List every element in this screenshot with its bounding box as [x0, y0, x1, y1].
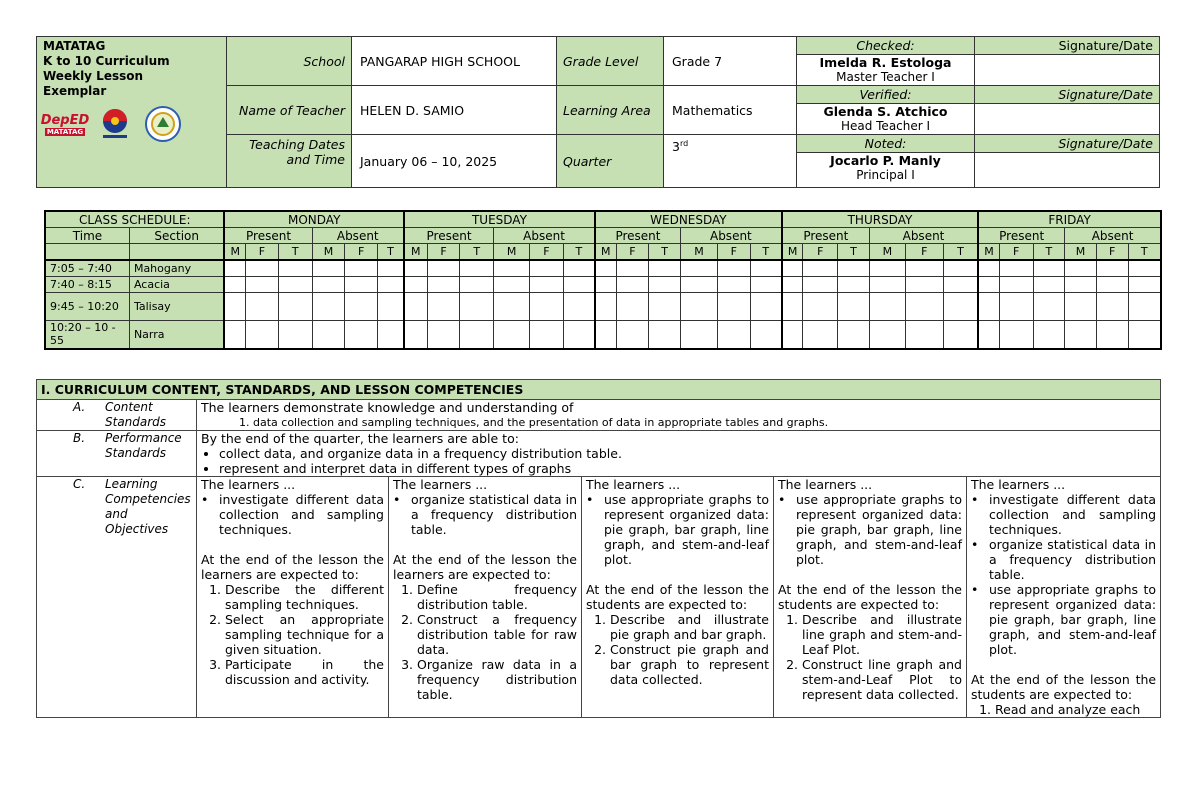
attendance-cell[interactable] — [246, 260, 279, 277]
noted-label: Noted: — [797, 135, 974, 153]
signature-date-label: Signature/Date — [975, 37, 1159, 55]
attendance-cell[interactable] — [978, 293, 999, 321]
attendance-cell[interactable] — [224, 277, 245, 293]
attendance-cell[interactable] — [345, 260, 378, 277]
attendance-subheader: F — [999, 244, 1033, 261]
attendance-cell[interactable] — [869, 293, 905, 321]
attendance-cell[interactable] — [278, 260, 312, 277]
objective-bullet: • use appropriate graphs to represent organized data: pie graph, bar graph, line graph, and stem-and-leaf plot. — [971, 582, 1157, 657]
absent-header: Absent — [680, 228, 781, 244]
performance-item: • represent and interpret data in different types of graphs — [219, 461, 1156, 476]
verified-label: Verified: — [797, 86, 974, 104]
attendance-subheader: T — [460, 244, 494, 261]
attendance-subheader: T — [1128, 244, 1161, 261]
performance-intro: By the end of the quarter, the learners are able to: — [201, 431, 519, 446]
day-intro: The learners ... — [778, 477, 873, 492]
present-header: Present — [595, 228, 680, 244]
class-schedule-table — [44, 210, 1162, 350]
blank-cell — [45, 244, 129, 261]
quarter-label: Quarter — [557, 135, 664, 188]
content-item: 1. data collection and sampling techniques, and the presentation of data in appropriate tables and graphs. — [253, 415, 1156, 430]
attendance-cell[interactable] — [427, 260, 460, 277]
attendance-cell[interactable] — [978, 321, 999, 349]
objective-item: 2. Select an appropriate sampling technique for a given situation. — [225, 612, 384, 657]
attendance-subheader: M — [869, 244, 905, 261]
objective-bullet: • investigate different data collection and sampling techniques. — [971, 492, 1157, 537]
objective-bullet: • use appropriate graphs to represent organized data: pie graph, bar graph, line graph, and stem-and-leaf plot. — [586, 492, 769, 567]
attendance-cell[interactable] — [782, 277, 803, 293]
performance-item: • collect data, and organize data in a frequency distribution table. — [219, 446, 1156, 461]
org-line: Exemplar — [43, 84, 107, 98]
attendance-cell[interactable] — [1033, 321, 1065, 349]
attendance-cell[interactable] — [427, 321, 460, 349]
attendance-cell[interactable] — [782, 321, 803, 349]
present-header: Present — [782, 228, 870, 244]
checked-label: Checked: — [797, 37, 974, 55]
objective-bullet: • organize statistical data in a frequency distribution table. — [971, 537, 1157, 582]
attendance-cell[interactable] — [978, 277, 999, 293]
day-intro: The learners ... — [393, 477, 488, 492]
attendance-cell[interactable] — [224, 321, 245, 349]
attendance-cell[interactable] — [378, 321, 404, 349]
day-intro: The learners ... — [971, 477, 1066, 492]
attendance-cell[interactable] — [278, 293, 312, 321]
day-competency — [774, 477, 967, 718]
attendance-cell[interactable] — [404, 260, 427, 277]
absent-header: Absent — [869, 228, 978, 244]
attendance-cell[interactable] — [869, 277, 905, 293]
attendance-cell[interactable] — [494, 321, 530, 349]
row-section: Talisay — [129, 293, 224, 321]
verified-name: Glenda S. Atchico — [823, 104, 948, 119]
attendance-subheader: F — [616, 244, 649, 261]
attendance-subheader: M — [680, 244, 717, 261]
attendance-subheader: F — [345, 244, 378, 261]
attendance-cell[interactable] — [278, 277, 312, 293]
attendance-cell[interactable] — [246, 293, 279, 321]
attendance-cell[interactable] — [312, 293, 345, 321]
attendance-cell[interactable] — [649, 277, 681, 293]
section-header: Section — [129, 228, 224, 244]
attendance-cell[interactable] — [616, 260, 649, 277]
attendance-cell[interactable] — [905, 277, 943, 293]
attendance-cell[interactable] — [838, 293, 870, 321]
attendance-cell[interactable] — [404, 321, 427, 349]
attendance-subheader: F — [427, 244, 460, 261]
row-section: Narra — [129, 321, 224, 349]
attendance-cell[interactable] — [460, 277, 494, 293]
attendance-cell[interactable] — [530, 293, 564, 321]
attendance-cell[interactable] — [803, 293, 838, 321]
attendance-cell[interactable] — [404, 277, 427, 293]
content-list — [201, 415, 1156, 430]
attendance-cell[interactable] — [530, 277, 564, 293]
attendance-cell[interactable] — [595, 260, 616, 277]
attendance-cell[interactable] — [595, 321, 616, 349]
attendance-cell[interactable] — [978, 260, 999, 277]
day-header: THURSDAY — [782, 211, 978, 228]
day-header: FRIDAY — [978, 211, 1161, 228]
attendance-cell[interactable] — [595, 277, 616, 293]
attendance-subheader: M — [404, 244, 427, 261]
attendance-cell[interactable] — [224, 260, 245, 277]
attendance-cell[interactable] — [530, 321, 564, 349]
area-label: Learning Area — [557, 86, 664, 135]
attendance-cell[interactable] — [530, 260, 564, 277]
attendance-subheader: T — [943, 244, 978, 261]
attendance-cell[interactable] — [224, 293, 245, 321]
day-competency — [967, 477, 1161, 718]
attendance-subheader: T — [649, 244, 681, 261]
attendance-cell[interactable] — [782, 260, 803, 277]
content-intro: The learners demonstrate knowledge and understanding of — [201, 400, 574, 415]
attendance-cell[interactable] — [869, 321, 905, 349]
attendance-cell[interactable] — [563, 260, 595, 277]
day-end-text: At the end of the lesson the students are expected to: — [778, 582, 962, 612]
attendance-cell[interactable] — [649, 293, 681, 321]
attendance-cell[interactable] — [905, 293, 943, 321]
attendance-subheader: T — [378, 244, 404, 261]
attendance-subheader: M — [312, 244, 345, 261]
attendance-cell[interactable] — [404, 293, 427, 321]
attendance-cell[interactable] — [494, 293, 530, 321]
objective-bullet: • use appropriate graphs to represent organized data: pie graph, bar graph, line graph, and stem-and-leaf plot. — [778, 492, 962, 567]
day-end-text: At the end of the lesson the students are expected to: — [971, 672, 1157, 702]
objective-list — [778, 612, 962, 702]
attendance-cell[interactable] — [1096, 260, 1128, 277]
attendance-cell[interactable] — [1065, 277, 1097, 293]
attendance-cell[interactable] — [803, 260, 838, 277]
attendance-cell[interactable] — [278, 321, 312, 349]
attendance-cell[interactable] — [999, 277, 1033, 293]
absent-header: Absent — [494, 228, 595, 244]
section-title: I. CURRICULUM CONTENT, STANDARDS, AND LESSON COMPETENCIES — [37, 380, 1161, 400]
school-value: PANGARAP HIGH SCHOOL — [352, 37, 557, 86]
schedule-title: CLASS SCHEDULE: — [45, 211, 224, 228]
absent-header: Absent — [1065, 228, 1161, 244]
attendance-subheader: M — [1065, 244, 1097, 261]
attendance-cell[interactable] — [460, 260, 494, 277]
objective-item: 1. Read and analyze each — [995, 702, 1156, 717]
attendance-cell[interactable] — [312, 321, 345, 349]
attendance-cell[interactable] — [905, 321, 943, 349]
day-header: MONDAY — [224, 211, 403, 228]
attendance-cell[interactable] — [838, 277, 870, 293]
attendance-subheader: F — [1096, 244, 1128, 261]
checked-title: Master Teacher I — [836, 70, 935, 84]
day-end-text: At the end of the lesson the students are expected to: — [586, 582, 769, 612]
dates-value: January 06 – 10, 2025 — [352, 135, 557, 188]
checked-signature — [975, 37, 1160, 86]
attendance-cell[interactable] — [563, 321, 595, 349]
attendance-subheader: T — [838, 244, 870, 261]
grade-label: Grade Level — [557, 37, 664, 86]
schedule-row — [45, 293, 1161, 321]
day-intro: The learners ... — [586, 477, 681, 492]
attendance-subheader: F — [530, 244, 564, 261]
org-line: Weekly Lesson — [43, 69, 144, 83]
attendance-subheader: M — [494, 244, 530, 261]
dates-label: Teaching Dates and Time — [227, 135, 352, 188]
day-end-text: At the end of the lesson the learners are expected to: — [201, 552, 384, 582]
attendance-cell[interactable] — [616, 277, 649, 293]
attendance-cell[interactable] — [999, 293, 1033, 321]
present-header: Present — [404, 228, 494, 244]
signature-date-label: Signature/Date — [975, 135, 1159, 153]
attendance-cell[interactable] — [427, 277, 460, 293]
attendance-cell[interactable] — [1096, 321, 1128, 349]
objective-item: 2. Construct pie graph and bar graph to represent data collected. — [610, 642, 769, 687]
attendance-cell[interactable] — [1065, 321, 1097, 349]
attendance-cell[interactable] — [1128, 321, 1161, 349]
attendance-cell[interactable] — [717, 293, 750, 321]
performance-list — [201, 446, 1156, 476]
verified-title: Head Teacher I — [840, 119, 931, 133]
attendance-subheader: F — [803, 244, 838, 261]
day-header: WEDNESDAY — [595, 211, 782, 228]
present-header: Present — [978, 228, 1065, 244]
row-time: 10:20 – 10 - 55 — [45, 321, 129, 349]
attendance-cell[interactable] — [378, 277, 404, 293]
attendance-subheader: T — [1033, 244, 1065, 261]
attendance-cell[interactable] — [717, 260, 750, 277]
checked-name: Imelda R. Estologa — [819, 55, 952, 70]
attendance-cell[interactable] — [345, 277, 378, 293]
objective-item: 2. Construct a frequency distribution table for raw data. — [417, 612, 577, 657]
teacher-value: HELEN D. SAMIO — [352, 86, 557, 135]
objective-item: 3. Organize raw data in a frequency distribution table. — [417, 657, 577, 702]
absent-header: Absent — [312, 228, 404, 244]
row-time: 7:05 – 7:40 — [45, 260, 129, 277]
curriculum-table — [36, 379, 1161, 718]
content-standards-label: A. Content Standards — [37, 400, 197, 431]
attendance-cell[interactable] — [905, 260, 943, 277]
day-intro: The learners ... — [201, 477, 296, 492]
attendance-cell[interactable] — [345, 293, 378, 321]
attendance-cell[interactable] — [1033, 293, 1065, 321]
attendance-cell[interactable] — [312, 277, 345, 293]
attendance-cell[interactable] — [378, 293, 404, 321]
attendance-cell[interactable] — [869, 260, 905, 277]
school-label: School — [227, 37, 352, 86]
objective-item: 1. Define frequency distribution table. — [417, 582, 577, 612]
attendance-cell[interactable] — [717, 277, 750, 293]
objective-item: 2. Construct line graph and stem-and-Leaf Plot to represent data collected. — [802, 657, 962, 702]
attendance-cell[interactable] — [838, 321, 870, 349]
objective-bullet: • investigate different data collection and sampling techniques. — [201, 492, 384, 537]
attendance-cell[interactable] — [680, 277, 717, 293]
attendance-cell[interactable] — [649, 260, 681, 277]
attendance-cell[interactable] — [1065, 260, 1097, 277]
checked-block — [797, 37, 975, 86]
org-cell — [37, 37, 227, 188]
attendance-subheader: M — [978, 244, 999, 261]
attendance-cell[interactable] — [427, 293, 460, 321]
day-header: TUESDAY — [404, 211, 595, 228]
objective-item: 1. Describe the different sampling techniques. — [225, 582, 384, 612]
objective-list — [586, 612, 769, 687]
attendance-cell[interactable] — [563, 293, 595, 321]
schedule-row — [45, 277, 1161, 293]
objective-list — [393, 582, 577, 702]
attendance-cell[interactable] — [1065, 293, 1097, 321]
attendance-subheader: T — [563, 244, 595, 261]
attendance-cell[interactable] — [345, 321, 378, 349]
attendance-cell[interactable] — [1033, 277, 1065, 293]
attendance-subheader: M — [595, 244, 616, 261]
schedule-row — [45, 321, 1161, 349]
attendance-cell[interactable] — [943, 293, 978, 321]
attendance-subheader: M — [782, 244, 803, 261]
attendance-cell[interactable] — [616, 321, 649, 349]
attendance-cell[interactable] — [595, 293, 616, 321]
attendance-cell[interactable] — [1033, 260, 1065, 277]
attendance-cell[interactable] — [563, 277, 595, 293]
attendance-cell[interactable] — [717, 321, 750, 349]
attendance-cell[interactable] — [1128, 260, 1161, 277]
content-standards-body — [197, 400, 1161, 431]
row-time: 9:45 – 10:20 — [45, 293, 129, 321]
noted-signature — [975, 135, 1160, 188]
grade-value: Grade 7 — [664, 37, 797, 86]
schedule-row — [45, 260, 1161, 277]
attendance-subheader: F — [246, 244, 279, 261]
signature-date-label: Signature/Date — [975, 86, 1159, 104]
verified-block — [797, 86, 975, 135]
day-end-text: At the end of the lesson the learners are expected to: — [393, 552, 577, 582]
attendance-cell[interactable] — [943, 277, 978, 293]
teacher-label: Name of Teacher — [227, 86, 352, 135]
present-header: Present — [224, 228, 312, 244]
objective-list — [201, 582, 384, 687]
day-competency — [582, 477, 774, 718]
objective-item: 1. Describe and illustrate line graph and stem-and-Leaf Plot. — [802, 612, 962, 657]
attendance-cell[interactable] — [649, 321, 681, 349]
attendance-cell[interactable] — [750, 277, 782, 293]
attendance-cell[interactable] — [1128, 293, 1161, 321]
attendance-cell[interactable] — [1128, 277, 1161, 293]
attendance-cell[interactable] — [782, 293, 803, 321]
competencies-label: C. Learning Competencies and Objectives — [37, 477, 197, 718]
attendance-cell[interactable] — [750, 293, 782, 321]
area-value: Mathematics — [664, 86, 797, 135]
attendance-cell[interactable] — [943, 321, 978, 349]
attendance-cell[interactable] — [803, 321, 838, 349]
objective-bullet: • organize statistical data in a frequency distribution table. — [393, 492, 577, 537]
blank-cell — [129, 244, 224, 261]
mft-row — [45, 244, 1161, 261]
deped-matatag-logo: DepED MATATAG — [40, 112, 90, 136]
row-section: Mahogany — [129, 260, 224, 277]
attendance-subheader: T — [278, 244, 312, 261]
quarter-value: 3rd — [664, 135, 797, 188]
noted-block — [797, 135, 975, 188]
attendance-cell[interactable] — [494, 277, 530, 293]
row-section: Acacia — [129, 277, 224, 293]
logo-row — [40, 105, 220, 143]
attendance-cell[interactable] — [494, 260, 530, 277]
objective-item: 3. Participate in the discussion and activity. — [225, 657, 384, 687]
attendance-cell[interactable] — [838, 260, 870, 277]
attendance-cell[interactable] — [1096, 293, 1128, 321]
verified-signature — [975, 86, 1160, 135]
attendance-cell[interactable] — [680, 293, 717, 321]
objective-item: 1. Describe and illustrate pie graph and bar graph. — [610, 612, 769, 642]
attendance-subheader: F — [905, 244, 943, 261]
objective-list — [971, 702, 1156, 717]
attendance-cell[interactable] — [312, 260, 345, 277]
attendance-cell[interactable] — [460, 321, 494, 349]
attendance-subheader: M — [224, 244, 245, 261]
attendance-cell[interactable] — [616, 293, 649, 321]
attendance-subheader: T — [750, 244, 782, 261]
time-header: Time — [45, 228, 129, 244]
attendance-cell[interactable] — [803, 277, 838, 293]
attendance-cell[interactable] — [680, 321, 717, 349]
org-line: K to 10 Curriculum — [43, 54, 170, 68]
day-competency — [389, 477, 582, 718]
attendance-cell[interactable] — [943, 260, 978, 277]
header-table — [36, 36, 1160, 188]
attendance-cell[interactable] — [750, 321, 782, 349]
row-time: 7:40 – 8:15 — [45, 277, 129, 293]
noted-name: Jocarlo P. Manly — [830, 153, 941, 168]
attendance-cell[interactable] — [750, 260, 782, 277]
attendance-cell[interactable] — [1096, 277, 1128, 293]
attendance-cell[interactable] — [999, 260, 1033, 277]
noted-title: Principal I — [856, 168, 915, 182]
attendance-cell[interactable] — [246, 321, 279, 349]
attendance-cell[interactable] — [999, 321, 1033, 349]
performance-standards-body — [197, 431, 1161, 477]
attendance-subheader: F — [717, 244, 750, 261]
attendance-cell[interactable] — [246, 277, 279, 293]
attendance-cell[interactable] — [378, 260, 404, 277]
org-line: MATATAG — [43, 39, 106, 53]
attendance-cell[interactable] — [460, 293, 494, 321]
school-seal-logo — [143, 105, 183, 143]
performance-standards-label: B. Performance Standards — [37, 431, 197, 477]
attendance-cell[interactable] — [680, 260, 717, 277]
bagong-pilipinas-logo — [95, 107, 135, 141]
day-competency — [197, 477, 389, 718]
